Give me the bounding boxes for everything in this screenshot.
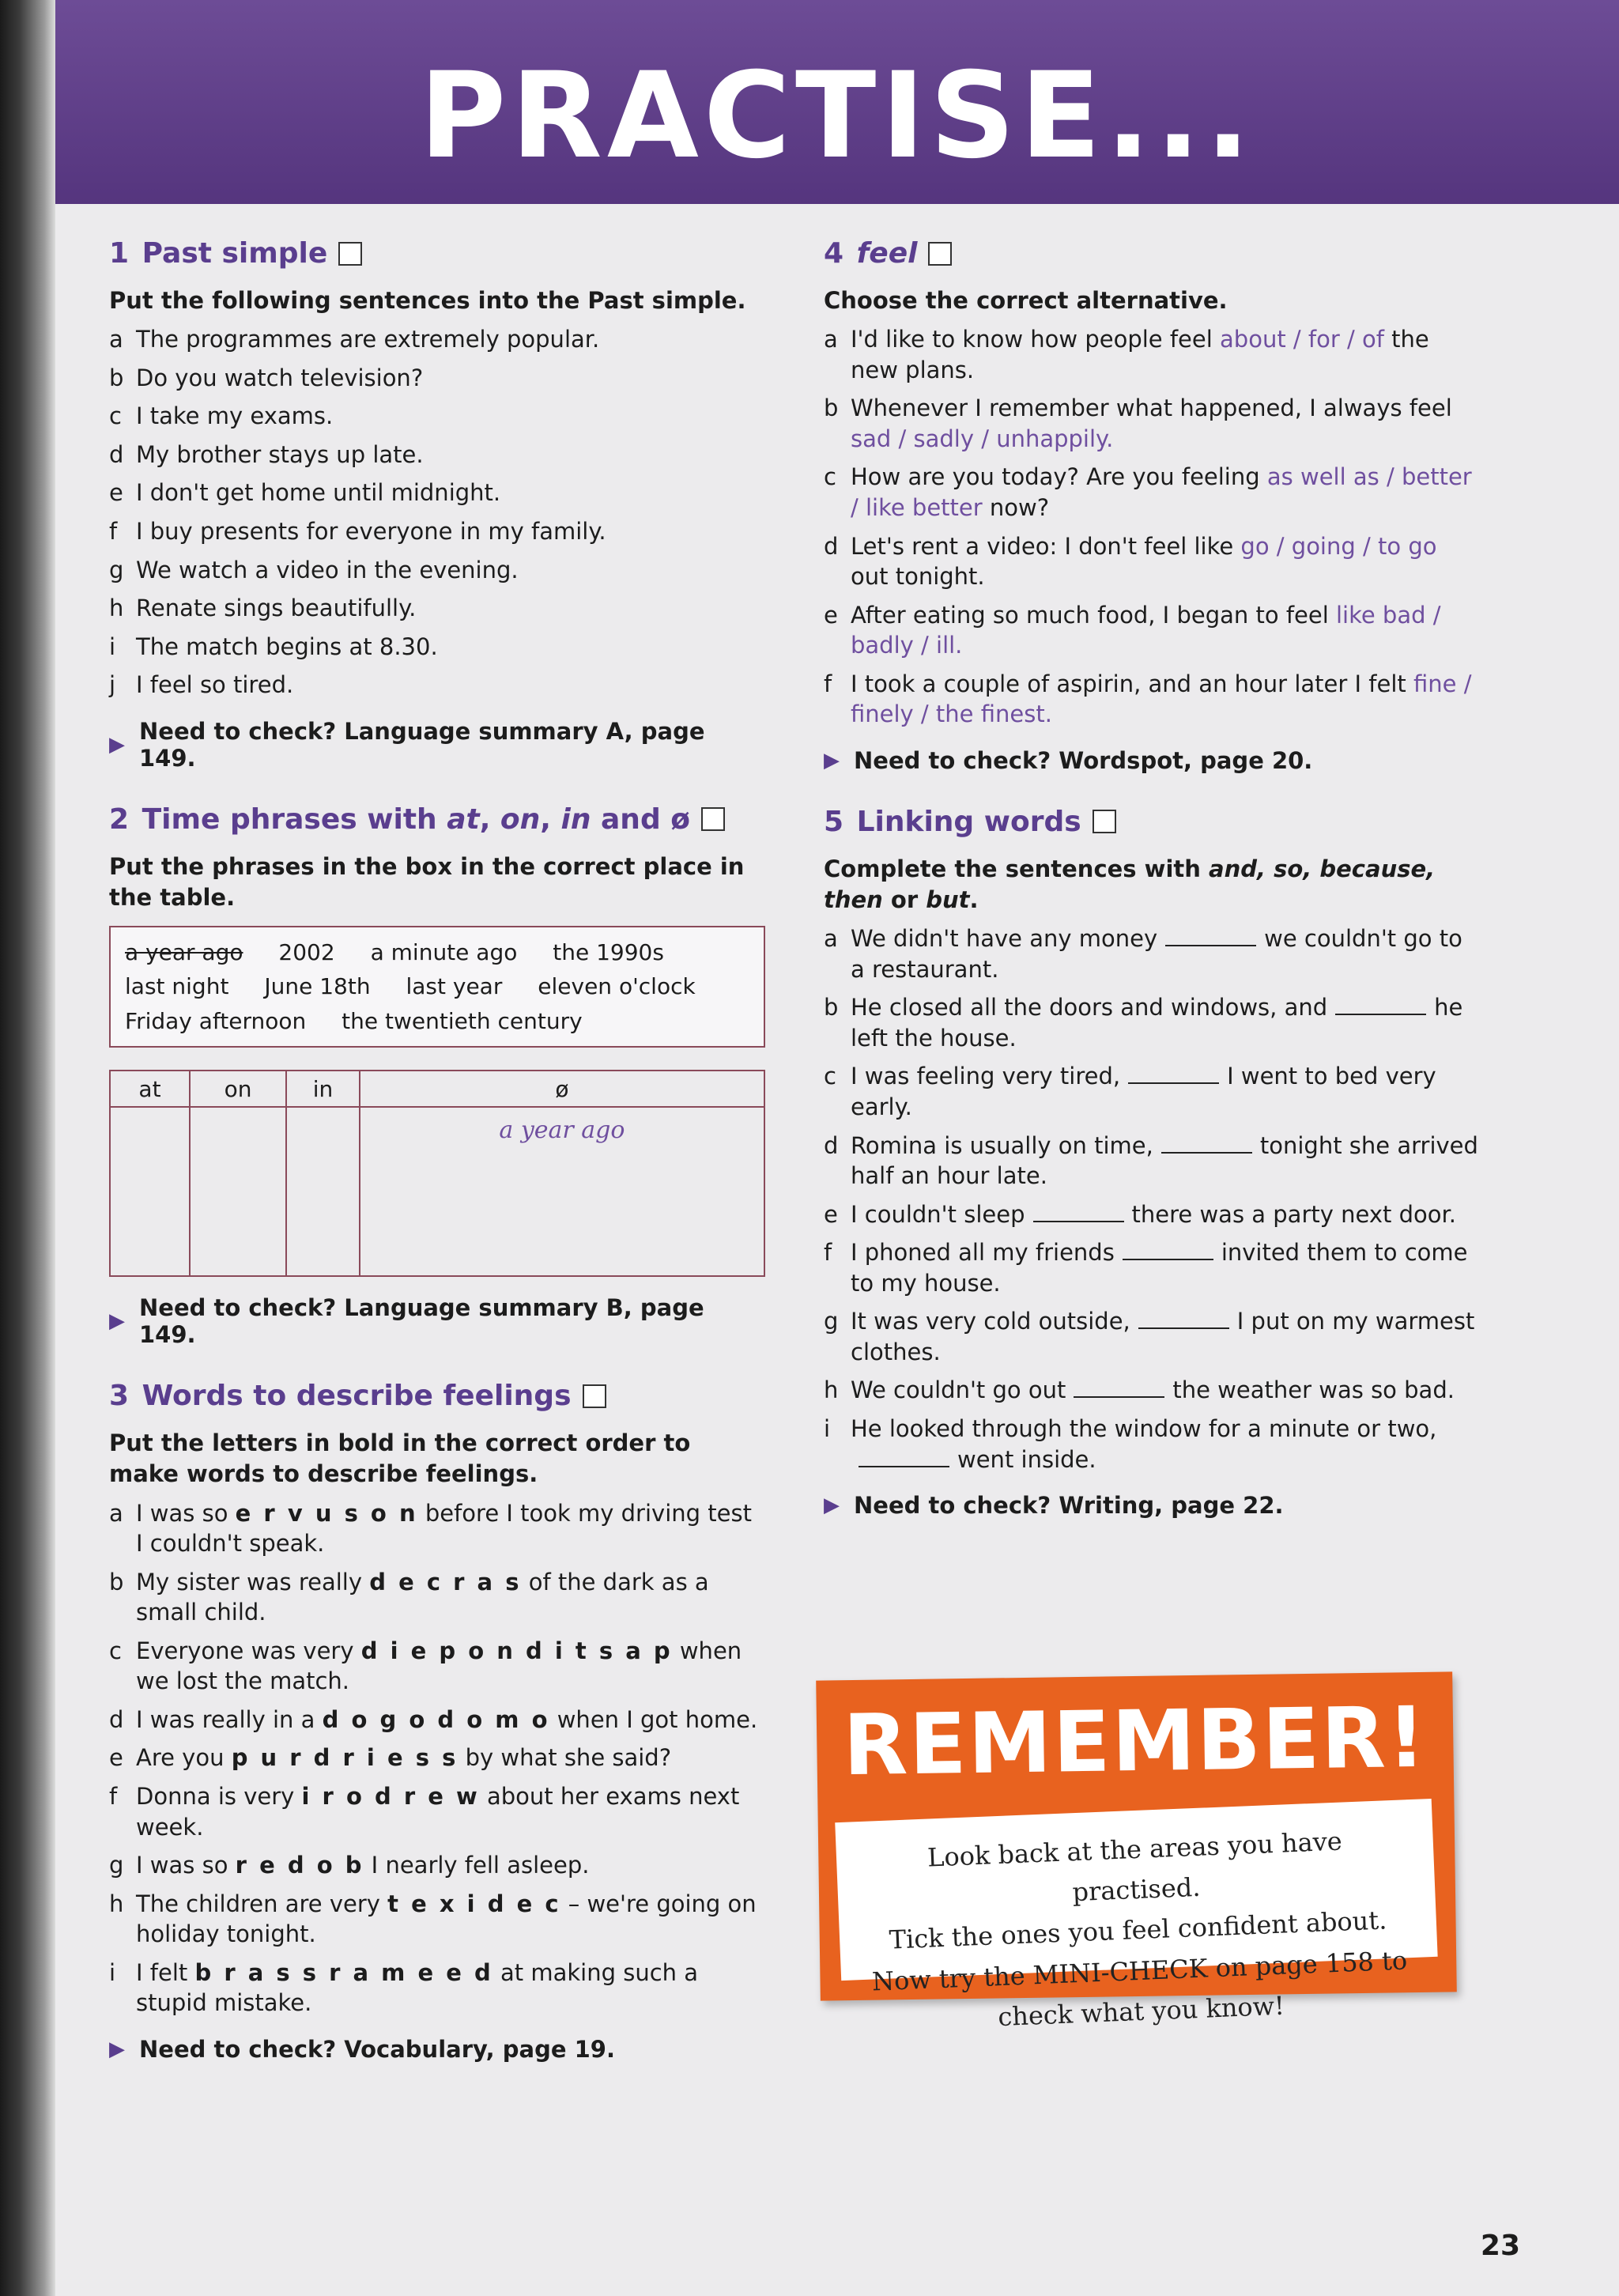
phrase: eleven o'clock — [538, 973, 696, 1000]
instruction: Put the following sentences into the Past simple. — [109, 287, 746, 314]
item-letter: d — [824, 532, 839, 560]
item-letter: i — [109, 633, 116, 660]
item-letter: a — [109, 1499, 123, 1527]
phrase: last year — [406, 973, 503, 1000]
item-letter: b — [109, 1568, 124, 1595]
alternatives[interactable]: fine / finely / the finest. — [851, 670, 1472, 728]
item-text-pre: Are you — [136, 1744, 232, 1772]
jumbled-word: e r v u s o n — [235, 1499, 418, 1527]
phrase-row — [125, 935, 749, 969]
item-letter: g — [109, 1852, 124, 1879]
item-text-post: I nearly fell asleep. — [364, 1852, 590, 1879]
handwritten-example: a year ago — [499, 1116, 625, 1145]
list-item — [824, 669, 1480, 730]
item-text-pre: I was feeling very tired, — [851, 1063, 1121, 1090]
item-letter: a — [824, 326, 838, 353]
item-text: The match begins at 8.30. — [136, 633, 438, 660]
item-text-post: there was a party next door. — [1131, 1200, 1456, 1228]
item-text-pre: He looked through the window for a minute or two, — [851, 1415, 1437, 1443]
need-to-check-link[interactable]: ▶ Need to check? Language summary A, page 149. — [109, 717, 705, 772]
list-item — [109, 516, 765, 547]
list-item — [824, 1414, 1480, 1475]
item-letter: f — [824, 670, 832, 697]
item-text-post: at making such a stupid mistake. — [136, 1958, 699, 2017]
item-text: The programmes are extremely popular. — [136, 326, 600, 353]
list-item — [824, 923, 1480, 984]
instruction: Complete the sentences with and, so, because, then or but. — [824, 855, 1436, 914]
answer-cell-at[interactable] — [110, 1107, 190, 1276]
item-text-post: he left the house. — [851, 994, 1463, 1052]
item-text-post: – we're going on holiday tonight. — [136, 1890, 757, 1948]
item-letter: b — [824, 994, 839, 1021]
phrase: a minute ago — [370, 939, 518, 966]
exercise-list — [824, 324, 1480, 730]
section-past-simple — [109, 237, 765, 772]
item-text-pre: We didn't have any money — [851, 925, 1158, 953]
alternatives[interactable]: go / going / to go — [1240, 532, 1437, 560]
list-item — [109, 555, 765, 586]
phrase: last night — [125, 973, 229, 1000]
item-text: I don't get home until midnight. — [136, 479, 501, 507]
item-text — [136, 1567, 765, 1628]
item-text: We watch a video in the evening. — [136, 556, 519, 583]
item-text — [851, 992, 1480, 1053]
list-item — [824, 992, 1480, 1053]
list-item — [109, 401, 765, 432]
tick-checkbox[interactable] — [701, 807, 725, 831]
item-letter: c — [824, 463, 836, 491]
tick-checkbox[interactable] — [1093, 810, 1116, 833]
alternatives[interactable]: sad / sadly / unhappily. — [851, 425, 1114, 452]
jumbled-word: d e c r a s — [369, 1568, 522, 1595]
list-item — [109, 1958, 765, 2018]
tick-checkbox[interactable] — [928, 242, 952, 266]
list-item — [109, 440, 765, 470]
exercise-list — [109, 324, 765, 701]
item-text — [136, 1636, 765, 1697]
answer-blank[interactable] — [859, 1447, 949, 1467]
item-letter: h — [824, 1376, 839, 1404]
jumbled-word: d i e p o n d i t s a p — [360, 1637, 673, 1664]
item-text: Renate sings beautifully. — [136, 595, 417, 622]
item-text-post: the weather was so bad. — [1172, 1376, 1455, 1404]
item-text — [851, 1414, 1480, 1475]
answer-blank[interactable] — [1335, 995, 1426, 1015]
section-feelings — [109, 1380, 765, 2063]
tick-checkbox[interactable] — [583, 1384, 606, 1408]
jumbled-word: d o g o d o m o — [322, 1705, 550, 1733]
section-title: 4 feel — [824, 237, 1480, 270]
jumbled-word: r e d o b — [235, 1852, 364, 1879]
answer-cell-zero[interactable] — [360, 1107, 764, 1276]
list-item — [109, 632, 765, 663]
phrase: the 1990s — [553, 939, 664, 966]
item-text — [136, 1850, 765, 1881]
list-item — [109, 1850, 765, 1881]
answer-blank[interactable] — [1138, 1308, 1229, 1329]
item-letter: a — [824, 925, 838, 953]
item-letter: e — [109, 1744, 123, 1772]
list-item — [824, 531, 1480, 592]
need-to-check-link[interactable]: ▶ Need to check? Language summary B, page 149. — [109, 1294, 704, 1349]
item-letter: b — [824, 395, 839, 422]
item-text-pre: My sister was really — [136, 1568, 370, 1595]
item-letter: h — [109, 1890, 124, 1917]
exercise-list — [824, 923, 1480, 1475]
item-text: Do you watch television? — [136, 364, 424, 391]
section-title: 5 Linking words — [824, 806, 1480, 838]
instruction: Put the letters in bold in the correct order to make words to describe feelings. — [109, 1429, 691, 1488]
answer-cell-in[interactable] — [286, 1107, 360, 1276]
list-item — [824, 1131, 1480, 1191]
item-letter: g — [109, 556, 124, 583]
page-title: PRACTISE... — [419, 47, 1255, 185]
item-text-post: by what she said? — [458, 1744, 672, 1772]
list-item — [824, 600, 1480, 661]
phrase: 2002 — [278, 939, 335, 966]
answer-blank[interactable] — [1128, 1063, 1219, 1084]
section-time-phrases — [109, 803, 765, 1348]
list-item — [824, 324, 1480, 385]
item-text-pre: The children are very — [136, 1890, 388, 1917]
tick-checkbox[interactable] — [338, 242, 362, 266]
item-letter: e — [824, 1200, 838, 1228]
need-to-check-link[interactable]: ▶ Need to check? Vocabulary, page 19. — [109, 2035, 615, 2063]
play-arrow-icon: ▶ — [109, 732, 125, 757]
section-linking-words — [824, 806, 1480, 1519]
phrase-used: a year ago — [125, 939, 243, 966]
list-item — [824, 1306, 1480, 1367]
header-banner — [55, 0, 1619, 204]
item-text-post: when I got home. — [549, 1705, 758, 1733]
left-column — [109, 237, 765, 2094]
item-text — [136, 1743, 765, 1773]
item-text — [851, 600, 1480, 661]
item-text — [851, 1061, 1480, 1122]
item-text-pre: Whenever I remember what happened, I always feel — [851, 395, 1452, 422]
answer-table — [109, 1070, 765, 1277]
item-text-pre: I phoned all my friends — [851, 1239, 1115, 1267]
item-text-pre: It was very cold outside, — [851, 1308, 1130, 1335]
column-header-at: at — [110, 1071, 190, 1107]
item-letter: c — [109, 1637, 122, 1664]
item-text — [136, 1498, 765, 1559]
list-item — [109, 670, 765, 701]
item-letter: f — [109, 1783, 118, 1810]
item-text-pre: I was so — [136, 1852, 236, 1879]
item-letter: c — [109, 402, 122, 430]
item-text-post: when we lost the match. — [136, 1637, 742, 1695]
item-text-pre: I felt — [136, 1958, 195, 1986]
item-text-post: out tonight. — [851, 563, 985, 591]
list-item — [109, 1705, 765, 1735]
item-letter: c — [824, 1063, 836, 1090]
answer-blank[interactable] — [1033, 1202, 1124, 1222]
item-text-pre: Everyone was very — [136, 1637, 361, 1664]
phrase: the twentieth century — [342, 1007, 583, 1034]
item-text — [851, 531, 1480, 592]
item-text-post: went inside. — [957, 1445, 1096, 1473]
list-item — [109, 478, 765, 508]
item-text — [136, 1889, 765, 1950]
answer-blank[interactable] — [1165, 926, 1256, 946]
item-text-post: about her exams next week. — [136, 1783, 740, 1841]
answer-cell-on[interactable] — [190, 1107, 286, 1276]
item-letter: a — [109, 326, 123, 353]
item-text — [136, 1781, 765, 1842]
list-item — [824, 393, 1480, 454]
phrase-row — [125, 969, 749, 1003]
item-text-post: I went to bed very early. — [851, 1063, 1436, 1120]
item-letter: d — [109, 1705, 124, 1733]
item-text — [136, 1705, 765, 1735]
column-header-on: on — [190, 1071, 286, 1107]
play-arrow-icon: ▶ — [109, 1309, 125, 1334]
item-text: I take my exams. — [136, 402, 334, 430]
list-item — [824, 1237, 1480, 1298]
exercise-list — [109, 1498, 765, 2018]
jumbled-word: b r a s s r a m e e d — [194, 1958, 493, 1986]
item-text — [851, 462, 1480, 523]
item-text-post: now? — [982, 493, 1050, 521]
list-item — [109, 1889, 765, 1950]
need-to-check-link[interactable]: ▶ Need to check? Writing, page 22. — [824, 1492, 1284, 1520]
item-text-post: I put on my warmest clothes. — [851, 1308, 1475, 1365]
item-text-post: tonight she arrived half an hour late. — [851, 1131, 1478, 1190]
list-item — [109, 1567, 765, 1628]
phrase: June 18th — [264, 973, 371, 1000]
item-text-pre: I couldn't sleep — [851, 1200, 1025, 1228]
phrase-row — [125, 1004, 749, 1038]
list-item — [109, 1743, 765, 1773]
alternatives[interactable]: as well as / better / like better — [851, 463, 1472, 521]
item-text-pre: After eating so much food, I began to feel — [851, 601, 1336, 629]
list-item — [109, 1636, 765, 1697]
phrase-box — [109, 926, 765, 1048]
answer-blank[interactable] — [1123, 1240, 1213, 1260]
answer-blank[interactable] — [1161, 1133, 1252, 1154]
item-letter: f — [824, 1239, 832, 1267]
item-letter: d — [824, 1131, 839, 1159]
item-text-pre: I'd like to know how people feel — [851, 326, 1221, 353]
item-text — [851, 393, 1480, 454]
item-text-pre: Let's rent a video: I don't feel like — [851, 532, 1241, 560]
page-number: 23 — [1480, 2230, 1520, 2262]
item-letter: b — [109, 364, 124, 391]
jumbled-word: t e x i d e c — [387, 1890, 561, 1917]
item-text-post: invited them to come to my house. — [851, 1239, 1468, 1297]
item-letter: e — [109, 479, 123, 507]
item-letter: d — [109, 440, 124, 468]
item-text-post: we couldn't go to a restaurant. — [851, 925, 1462, 983]
answer-blank[interactable] — [1074, 1377, 1164, 1398]
item-text-pre: Donna is very — [136, 1783, 302, 1810]
instruction: Choose the correct alternative. — [824, 287, 1228, 314]
item-letter: h — [109, 595, 124, 622]
item-text-pre: How are you today? Are you feeling — [851, 463, 1267, 491]
item-text — [851, 324, 1480, 385]
item-letter: g — [824, 1308, 839, 1335]
play-arrow-icon: ▶ — [109, 2037, 125, 2061]
item-text — [851, 1375, 1480, 1406]
item-text — [851, 1306, 1480, 1367]
section-title: 3 Words to describe feelings — [109, 1380, 765, 1412]
list-item — [824, 1061, 1480, 1122]
item-text-pre: Romina is usually on time, — [851, 1131, 1153, 1159]
item-letter: j — [109, 671, 116, 699]
item-text-post: before I took my driving test I couldn't speak. — [136, 1499, 752, 1558]
list-item — [824, 1199, 1480, 1230]
item-text-pre: I took a couple of aspirin, and an hour later I felt — [851, 670, 1413, 697]
item-text — [851, 1237, 1480, 1298]
item-text — [136, 1958, 765, 2018]
section-feel — [824, 237, 1480, 774]
remember-box — [816, 1671, 1457, 2032]
jumbled-word: p u r d r i e s s — [231, 1744, 459, 1772]
column-header-zero: ø — [360, 1071, 764, 1107]
list-item — [824, 462, 1480, 523]
item-letter: i — [109, 1958, 116, 1986]
item-text — [851, 1131, 1480, 1191]
item-text-pre: We couldn't go out — [851, 1376, 1066, 1404]
remember-note: Look back at the areas you have practised. Tick the ones you feel confident about. Now try the MINI-CHECK on page 158 to check what you know! — [835, 1799, 1437, 1981]
item-letter: e — [824, 601, 838, 629]
item-text — [851, 669, 1480, 730]
play-arrow-icon: ▶ — [824, 1494, 840, 1518]
section-title: 1 Past simple — [109, 237, 765, 270]
item-text: I buy presents for everyone in my family. — [136, 517, 606, 545]
item-text-pre: I was really in a — [136, 1705, 323, 1733]
alternatives[interactable]: about / for / of — [1220, 326, 1384, 353]
alternatives[interactable]: like bad / badly / ill. — [851, 601, 1441, 659]
item-text-post: the new plans. — [851, 326, 1429, 383]
jumbled-word: i r o d r e w — [301, 1783, 480, 1810]
list-item — [109, 1781, 765, 1842]
item-text-post: of the dark as a small child. — [136, 1568, 709, 1626]
need-to-check-link[interactable]: ▶ Need to check? Wordspot, page 20. — [824, 746, 1313, 774]
play-arrow-icon: ▶ — [824, 748, 840, 772]
item-letter: i — [824, 1415, 831, 1443]
item-text — [851, 923, 1480, 984]
book-spine-shadow — [0, 0, 55, 2296]
list-item — [109, 593, 765, 624]
instruction: Put the phrases in the box in the correct place in the table. — [109, 852, 745, 911]
item-text-pre: He closed all the doors and windows, and — [851, 994, 1328, 1021]
list-item — [109, 324, 765, 355]
list-item — [109, 1498, 765, 1559]
item-text — [851, 1199, 1480, 1230]
remember-title: REMEMBER! — [842, 1688, 1428, 1795]
item-letter: f — [109, 517, 118, 545]
right-column — [824, 237, 1480, 1550]
phrase: Friday afternoon — [125, 1007, 307, 1034]
list-item — [824, 1375, 1480, 1406]
item-text: My brother stays up late. — [136, 440, 424, 468]
item-text-pre: I was so — [136, 1499, 236, 1527]
list-item — [109, 363, 765, 394]
item-text: I feel so tired. — [136, 671, 294, 699]
section-title: 2 Time phrases with at, on, in and ø — [109, 803, 765, 836]
column-header-in: in — [286, 1071, 360, 1107]
